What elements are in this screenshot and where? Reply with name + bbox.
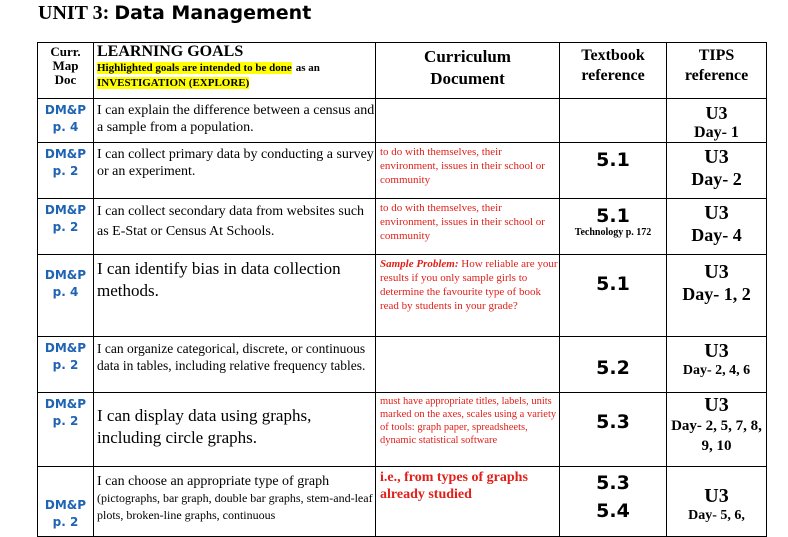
textbook-cell	[560, 255, 667, 337]
dm-code: DM&P	[44, 268, 87, 282]
curriculum-cell: i.e., from types of graphs already studied	[376, 467, 560, 537]
header-curr-map	[38, 43, 94, 99]
textbook-cell	[560, 143, 667, 199]
tips-unit: U3	[704, 261, 729, 283]
textbook-cell	[560, 337, 667, 393]
textbook-ref: 5.3	[596, 472, 630, 494]
tips-unit: U3	[704, 202, 729, 224]
dm-code: DM&P	[44, 203, 87, 217]
goal-main-text: I can choose an appropriate type of graph	[97, 474, 330, 489]
dm-code: DM&P	[44, 103, 87, 117]
curr-map-cell	[38, 337, 94, 393]
tips-label-1: TIPS	[698, 47, 735, 64]
dm-page: p. 2	[52, 515, 79, 529]
dm-page: p. 2	[52, 220, 79, 234]
goal-cell: I can organize categorical, discrete, or continuous data in tables, including relative frequency tables.	[94, 337, 376, 393]
table-row	[38, 467, 767, 537]
tips-unit: U3	[705, 103, 728, 123]
curr-label-2: Map	[52, 58, 79, 73]
learning-goals-table	[37, 42, 767, 537]
tips-cell	[667, 393, 767, 467]
goal-cell: I can identify bias in data collection methods.	[94, 255, 376, 337]
curr-label-1: Curr.	[50, 44, 81, 59]
dm-code: DM&P	[44, 397, 87, 411]
unit-name: Data Management	[114, 2, 312, 24]
dm-page: p. 2	[52, 164, 79, 178]
dm-page: p. 4	[52, 285, 79, 299]
curriculum-label-1: Curriculum	[424, 47, 511, 66]
curr-map-cell	[38, 199, 94, 255]
dm-code: DM&P	[44, 147, 87, 161]
tips-cell	[667, 255, 767, 337]
tips-unit: U3	[704, 394, 729, 416]
tips-cell	[667, 143, 767, 199]
dm-page: p. 4	[52, 120, 79, 134]
tips-day: Day- 1, 2	[682, 284, 751, 304]
textbook-label-1: Textbook	[581, 47, 645, 64]
dm-code: DM&P	[44, 498, 87, 512]
dm-page: p. 2	[52, 414, 79, 428]
tips-cell	[667, 199, 767, 255]
table-row	[38, 99, 767, 143]
curriculum-label-2: Document	[430, 69, 505, 88]
goal-graph-types: (pictographs, bar graph, double bar graphs, stem-and-leaf plots, broken-line graphs, continuous	[97, 491, 373, 522]
textbook-cell	[560, 199, 667, 255]
tips-cell	[667, 99, 767, 143]
textbook-ref: 5.1	[596, 149, 630, 171]
header-curriculum	[376, 43, 560, 99]
dm-code: DM&P	[44, 341, 87, 355]
textbook-ref-2: 5.4	[596, 500, 630, 522]
goal-cell: I can explain the difference between a census and a sample from a population.	[94, 99, 376, 143]
curriculum-cell: to do with themselves, their environment, issues in their school or community	[376, 143, 560, 199]
curr-map-cell	[38, 255, 94, 337]
tips-day: Day- 4	[691, 225, 742, 245]
curr-map-cell	[38, 393, 94, 467]
tips-cell	[667, 467, 767, 537]
goal-cell: I can collect secondary data from websites such as E-Stat or Census At Schools.	[94, 199, 376, 255]
unit-label: UNIT 3:	[38, 2, 110, 24]
header-row	[38, 43, 767, 99]
table-row	[38, 393, 767, 467]
dm-page: p. 2	[52, 358, 79, 372]
curriculum-cell	[376, 99, 560, 143]
tips-cell	[667, 337, 767, 393]
textbook-ref: 5.3	[596, 411, 630, 433]
goal-cell: I can collect primary data by conducting a survey or an experiment.	[94, 143, 376, 199]
textbook-cell	[560, 467, 667, 537]
textbook-cell	[560, 393, 667, 467]
tips-day: Day- 5, 6,	[688, 508, 745, 523]
header-learning-goals	[94, 43, 376, 99]
tips-label-2: reference	[684, 67, 749, 84]
table-row	[38, 143, 767, 199]
textbook-ref: 5.2	[596, 357, 630, 379]
investigation-note: INVESTIGATION (EXPLORE)	[97, 77, 250, 89]
unit-title	[38, 2, 311, 25]
tips-day: Day- 2, 5, 7, 8, 9, 10	[671, 418, 762, 454]
table-row	[38, 255, 767, 337]
tips-unit: U3	[704, 146, 729, 168]
curriculum-cell: must have appropriate titles, labels, units marked on the axes, scales using a variety of tools: graph paper, spreadsheets, dynamic statistical software	[376, 393, 560, 467]
textbook-label-2: reference	[581, 67, 645, 84]
tips-unit: U3	[704, 485, 729, 507]
goal-cell: I can display data using graphs, including circle graphs.	[94, 393, 376, 467]
highlight-note-rest: as an	[295, 62, 320, 74]
textbook-cell	[560, 99, 667, 143]
tips-day: Day- 1	[694, 124, 739, 141]
sample-problem-label: Sample Problem:	[380, 258, 459, 270]
tips-day: Day- 2, 4, 6	[682, 363, 751, 378]
curr-map-cell	[38, 143, 94, 199]
table-row	[38, 199, 767, 255]
goal-cell	[94, 467, 376, 537]
curriculum-cell	[376, 255, 560, 337]
textbook-ref: 5.1	[596, 205, 630, 227]
textbook-ref: 5.1	[596, 273, 630, 295]
header-textbook	[560, 43, 667, 99]
textbook-technology-ref: Technology p. 172	[574, 227, 652, 238]
sample-problem-text: How reliable are your results if you only sample girls to determine the favourite type of book read by students in your grade?	[380, 258, 558, 312]
learning-goals-heading: LEARNING GOALS	[97, 43, 244, 60]
highlight-note: Highlighted goals are intended to be done	[97, 62, 292, 74]
curriculum-cell	[376, 337, 560, 393]
curr-map-cell	[38, 99, 94, 143]
curr-map-cell	[38, 467, 94, 537]
table-row	[38, 337, 767, 393]
tips-unit: U3	[704, 340, 729, 362]
header-tips	[667, 43, 767, 99]
curriculum-cell: to do with themselves, their environment, issues in their school or community	[376, 199, 560, 255]
tips-day: Day- 2	[691, 169, 742, 189]
curr-label-3: Doc	[54, 72, 77, 87]
